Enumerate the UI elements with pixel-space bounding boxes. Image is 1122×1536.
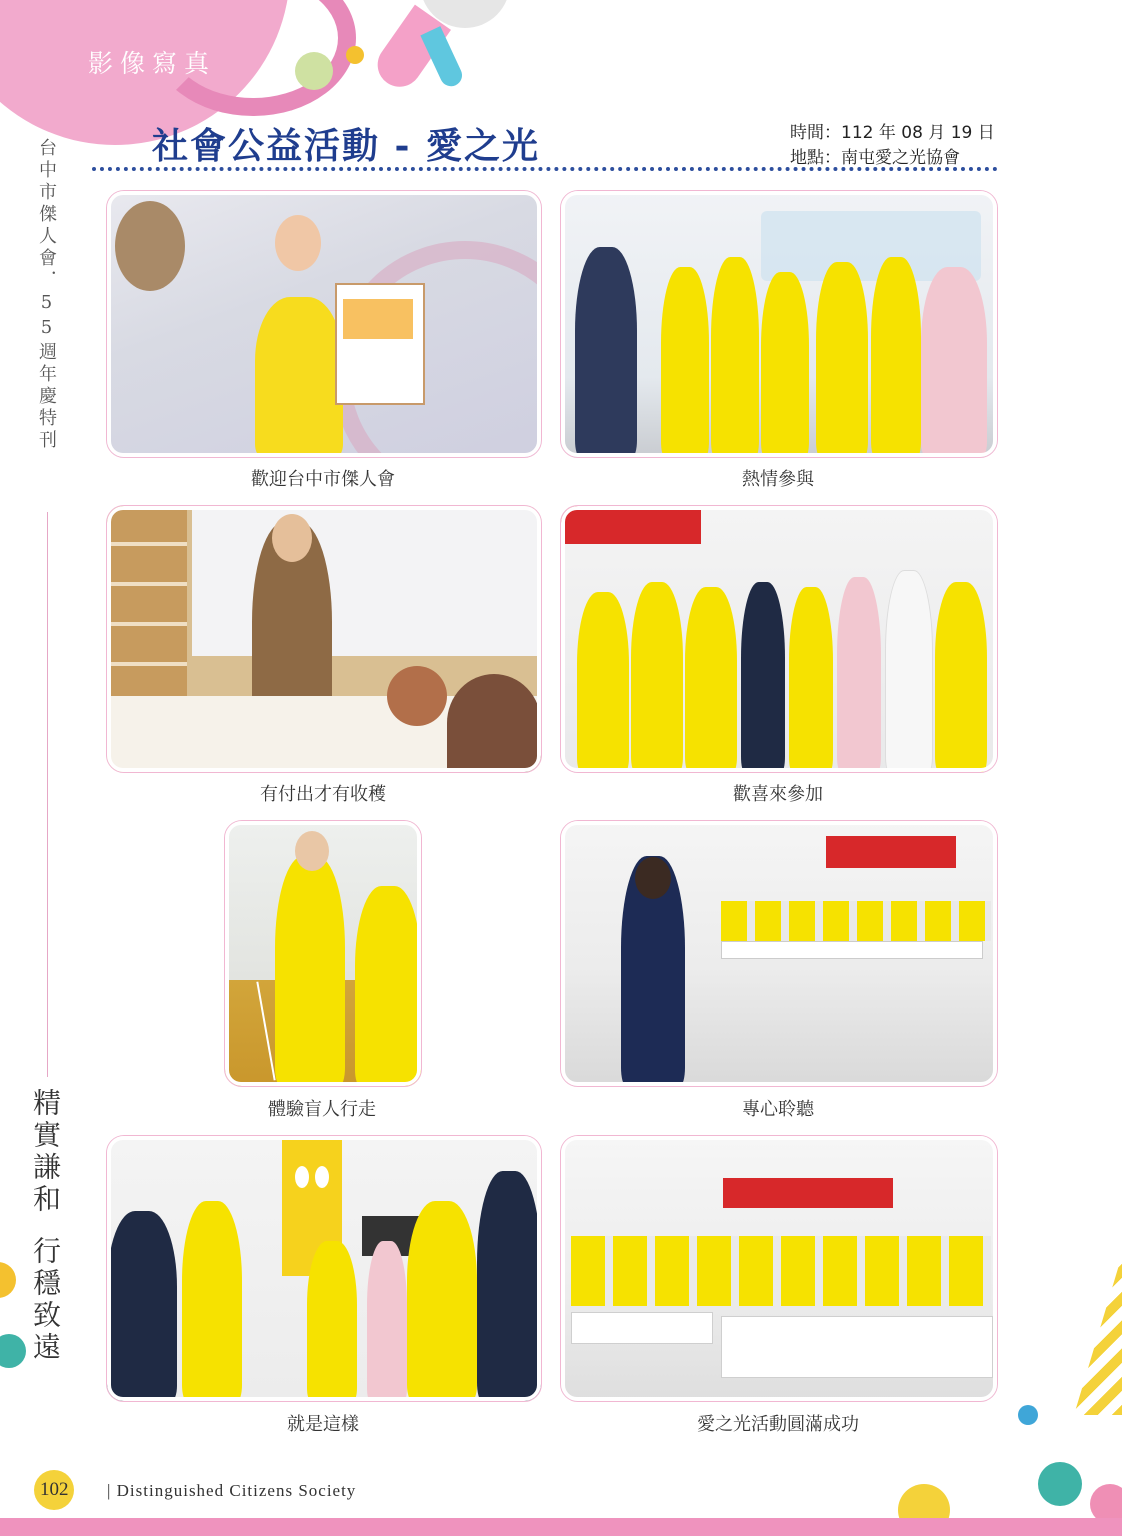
- footer-pink-bar: [0, 1518, 1122, 1536]
- photo-caption: 就是這樣: [287, 1414, 359, 1435]
- decor-teal-dot-left: [0, 1334, 26, 1368]
- sidebar-motto-line-1: 精實謙和: [29, 1088, 62, 1216]
- title-dotted-rule: [92, 167, 998, 171]
- photo-caption: 有付出才有收穫: [260, 784, 386, 805]
- decor-yellow-dot: [346, 46, 364, 64]
- page-title: 社會公益活動 - 愛之光: [152, 125, 541, 167]
- photo-caption: 愛之光活動圓滿成功: [697, 1414, 859, 1435]
- sidebar-motto-line-2: 行穩致遠: [29, 1236, 62, 1364]
- page-number: 102: [40, 1479, 69, 1500]
- photo-group: [560, 505, 998, 773]
- event-place: 地點：南屯愛之光協會: [790, 148, 960, 168]
- photo-participation: [560, 190, 998, 458]
- event-time: 時間：112 年 08 月 19 日: [790, 123, 995, 143]
- sidebar-publication-title: 台中市傑人會．55週年慶特刊: [36, 138, 57, 452]
- section-label: 影像寫真: [88, 49, 217, 78]
- photo-coffee-demo: [106, 505, 542, 773]
- photo-blind-walk: [224, 820, 422, 1087]
- photo-caption: 體驗盲人行走: [268, 1099, 376, 1120]
- decor-green-dot: [295, 52, 333, 90]
- decor-yellow-stripes: [1074, 1255, 1122, 1415]
- photo-caption: 歡喜來參加: [733, 784, 823, 805]
- photo-caption: 熱情參與: [742, 469, 814, 490]
- photo-welcome: [106, 190, 542, 458]
- footer-publication-name: | Distinguished Citizens Society: [107, 1481, 357, 1500]
- photo-caption: 專心聆聽: [742, 1099, 814, 1120]
- sidebar-divider: [47, 512, 48, 1077]
- decor-teal-dot-right: [1038, 1462, 1082, 1506]
- photo-finale: [560, 1135, 998, 1402]
- sidebar-motto: [25, 1088, 65, 1364]
- photo-caption: 歡迎台中市傑人會: [251, 469, 395, 490]
- decor-yellow-dot-left: [0, 1262, 16, 1298]
- photo-demonstration: [106, 1135, 542, 1402]
- photo-listening: [560, 820, 998, 1087]
- decor-blue-dot: [1018, 1405, 1038, 1425]
